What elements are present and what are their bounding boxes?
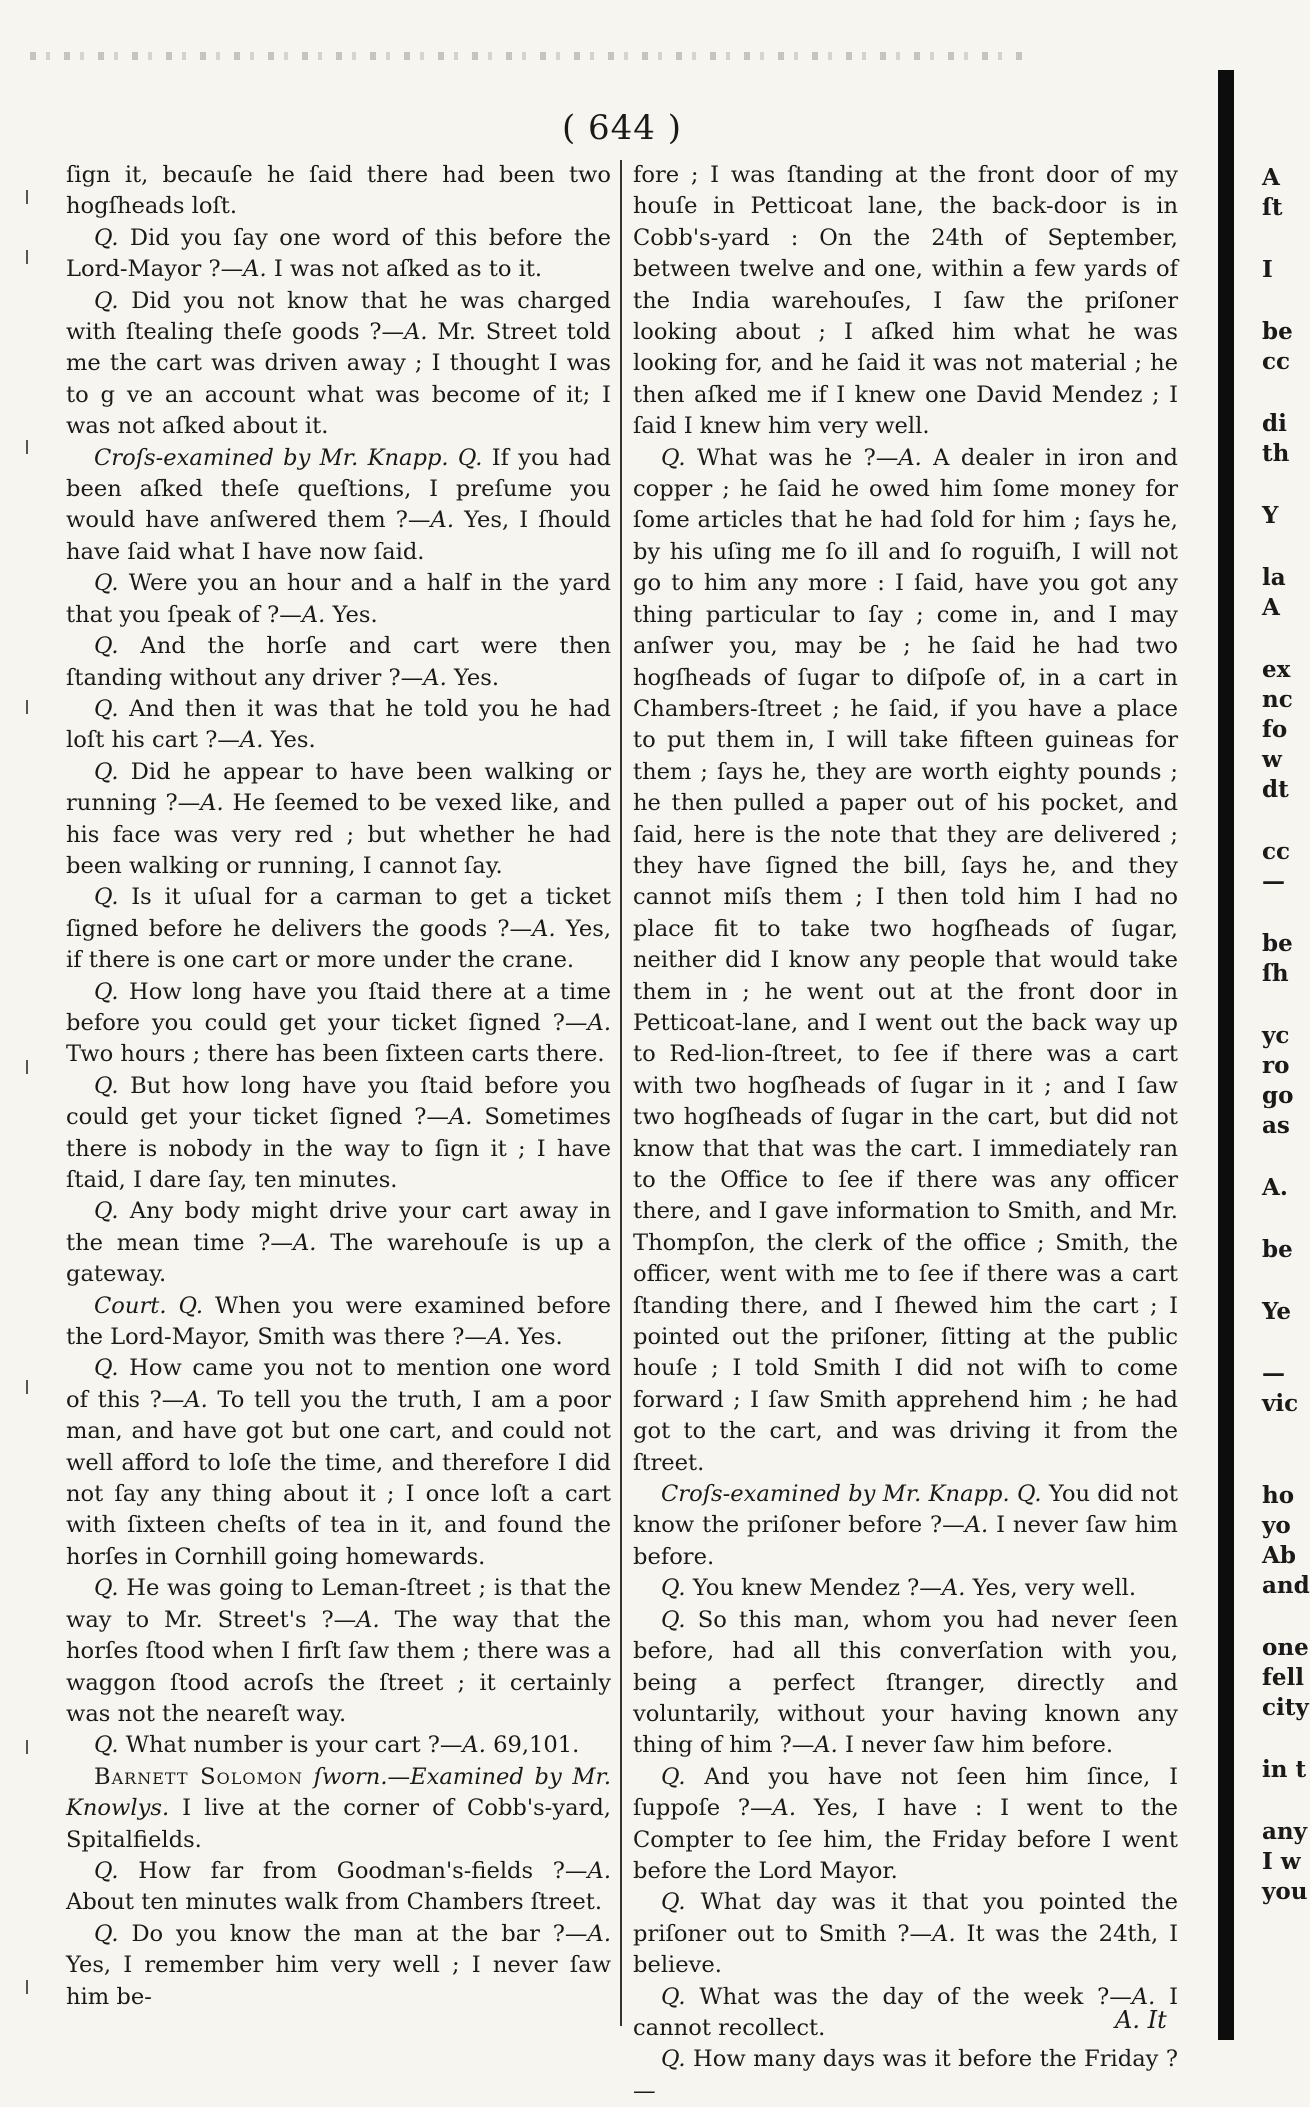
adjacent-page-fragment: be bbox=[1262, 1236, 1293, 1263]
adjacent-page-fragment: go bbox=[1262, 1082, 1294, 1109]
adjacent-page-fragment: vic bbox=[1262, 1390, 1299, 1417]
paragraph: Q. Were you an hour and a half in the yard that you ſpeak of ?—A. Yes. bbox=[66, 570, 611, 628]
adjacent-page-fragment: ex bbox=[1262, 656, 1291, 683]
paragraph: ſign it, becauſe he ſaid there had been two hogſheads loſt. bbox=[66, 162, 611, 220]
paragraph: Q. And the horſe and cart were then ſtanding without any driver ?—A. Yes. bbox=[66, 633, 611, 691]
adjacent-page-fragment: th bbox=[1262, 440, 1290, 467]
paragraph: Q. What was the day of the week ?—A. I cannot recollect. bbox=[633, 1983, 1179, 2041]
adjacent-page-fragment: be bbox=[1262, 930, 1293, 957]
adjacent-page-fragment: A bbox=[1262, 164, 1280, 191]
adjacent-page-fragment: I w bbox=[1262, 1848, 1301, 1875]
paragraph: Q. Did you ſay one word of this before the Lord-Mayor ?—A. I was not aſked as to it. bbox=[66, 224, 611, 283]
page-gutter-shadow bbox=[1218, 70, 1234, 2040]
adjacent-page-fragment: one bbox=[1262, 1634, 1309, 1661]
adjacent-page-fragment: la bbox=[1262, 564, 1286, 591]
paragraph: Q. Is it uſual for a carman to get a ticket ſigned before he delivers the goods ?—A. Yes, if there is one cart or more under the crane. bbox=[66, 884, 611, 974]
paragraph: Q. You knew Mendez ?—A. Yes, very well. bbox=[661, 1575, 1137, 1602]
adjacent-page-fragment: you bbox=[1262, 1878, 1308, 1905]
adjacent-page-fragment: ſh bbox=[1262, 960, 1289, 987]
adjacent-page-fragment: I bbox=[1262, 256, 1273, 283]
paragraph: Croſs-examined by Mr. Knapp. Q. If you had been aſked theſe queſtions, I preſume you would have anſwered them ?—A. Yes, I ſhould have ſaid what I have now ſaid. bbox=[66, 444, 611, 565]
paragraph: Q. Do you know the man at the bar ?—A. Yes, I remember him very well ; I never ſaw him be- bbox=[66, 1920, 611, 2010]
adjacent-page-fragment: — bbox=[1262, 1360, 1285, 1387]
adjacent-page-fragment: in t bbox=[1262, 1756, 1307, 1783]
paragraph: Q. And you have not ſeen him ſince, I ſuppoſe ?—A. Yes, I have : I went to the Compter to ſee him, the Friday before I went before the Lord Mayor. bbox=[633, 1763, 1178, 1884]
adjacent-page-fragment: A. bbox=[1262, 1174, 1288, 1201]
adjacent-page-fragment: as bbox=[1262, 1112, 1290, 1139]
paragraph: Q. How came you not to mention one word of this ?—A. To tell you the truth, I am a poor man, and have got but one cart, and could not well afford to loſe the time, and therefore I did not ſay any thing about it ; I once loſt a cart with ſixteen cheſts of tea in it, and found the horſes in Cornhill going homewards. bbox=[66, 1355, 611, 1570]
adjacent-page-fragment: di bbox=[1262, 410, 1287, 437]
scan-noise-strip bbox=[30, 52, 1030, 60]
adjacent-page-fragment: fo bbox=[1262, 716, 1288, 743]
paragraph: Q. But how long have you ſtaid before you could get your ticket ſigned ?—A. Sometimes there is nobody in the way to ſign it ; I have ſtaid, I dare ſay, ten minutes. bbox=[66, 1072, 611, 1193]
binding-marks bbox=[22, 180, 36, 2000]
paragraph: Q. And then it was that he told you he had loſt his cart ?—A. Yes. bbox=[66, 695, 611, 754]
paragraph: Q. He was going to Leman-ſtreet ; is that the way to Mr. Street's ?—A. The way that the horſes ſtood when I firſt ſaw them ; there was a waggon ſtood acroſs the ſtreet ; it certainly was not the neareſt way. bbox=[66, 1575, 611, 1727]
catchword: A. It bbox=[1115, 2006, 1167, 2034]
paragraph: Q. What day was it that you pointed the priſoner out to Smith ?—A. It was the 24th, I believe. bbox=[633, 1889, 1178, 1979]
adjacent-page-fragment: ſt bbox=[1262, 194, 1283, 221]
adjacent-page-fragment: yo bbox=[1262, 1512, 1291, 1539]
paragraph: Q. Any body might drive your cart away in the mean time ?—A. The warehouſe is up a gateway. bbox=[66, 1198, 611, 1288]
paragraph: Q. Did he appear to have been walking or running ?—A. He ſeemed to be vexed like, and his face was very red ; but whether he had been walking or running, I cannot ſay. bbox=[66, 758, 611, 879]
paragraph: Barnett Solomon ſworn.—Examined by Mr. Knowlys. I live at the corner of Cobb's-yard, Spitalfields. bbox=[66, 1763, 611, 1853]
paragraph: Q. Did you not know that he was charged with ſtealing theſe goods ?—A. Mr. Street told me the cart was driven away ; I thought I was to g ve an account what was become of it; I was not aſked about it. bbox=[66, 287, 612, 440]
column-divider bbox=[620, 160, 622, 2026]
paragraph: fore ; I was ſtanding at the front door of my houſe in Petticoat lane, the back-door is in Cobb's-yard : On the 24th of September, between twelve and one, within a few yards of the India warehouſes, I ſaw the priſoner looking about ; I aſked him what he was looking for, and he ſaid it was not material ; he then aſked me if I knew one David Mendez ; I ſaid I knew him very well. bbox=[633, 162, 1178, 440]
adjacent-page-fragment: Y bbox=[1262, 502, 1279, 529]
paragraph: Q. So this man, whom you had never ſeen before, had all this converſation with you, being a perfect ſtranger, directly and voluntarily, without your having known any thing of him ?—A. I never ſaw him before. bbox=[633, 1606, 1178, 1759]
adjacent-page-fragment: be bbox=[1262, 318, 1293, 345]
adjacent-page-fragment: yc bbox=[1262, 1022, 1290, 1049]
adjacent-page-fragment: cc bbox=[1262, 348, 1291, 375]
paragraph: Court. Q. When you were examined before the Lord-Mayor, Smith was there ?—A. Yes. bbox=[66, 1292, 611, 1351]
adjacent-page-fragment: and bbox=[1262, 1572, 1310, 1599]
middle-column bbox=[633, 160, 1179, 2104]
page-number: ( 644 ) bbox=[561, 108, 683, 148]
adjacent-page-fragment: fell bbox=[1262, 1664, 1305, 1691]
left-column bbox=[66, 160, 611, 2020]
adjacent-page-fragment: ro bbox=[1262, 1052, 1290, 1079]
adjacent-page-fragment: A bbox=[1262, 594, 1280, 621]
adjacent-page-fragment: — bbox=[1262, 868, 1285, 895]
adjacent-page-fragment: city bbox=[1262, 1694, 1309, 1721]
adjacent-page-fragment: w bbox=[1262, 746, 1282, 773]
paragraph: Croſs-examined by Mr. Knapp. Q. You did not know the priſoner before ?—A. I never ſaw him before. bbox=[633, 1481, 1178, 1570]
adjacent-page-fragment: Ab bbox=[1262, 1542, 1296, 1569]
adjacent-page-fragment: Ye bbox=[1262, 1298, 1292, 1325]
paragraph: Q. How many days was it before the Friday ?— bbox=[633, 2046, 1178, 2104]
adjacent-page-fragment: cc bbox=[1262, 838, 1291, 865]
paragraph: Q. How far from Goodman's-fields ?—A. About ten minutes walk from Chambers ſtreet. bbox=[66, 1857, 611, 1916]
adjacent-page-fragment: nc bbox=[1262, 686, 1293, 713]
paragraph: Q. What was he ?—A. A dealer in iron and copper ; he ſaid he owed him ſome money for ſome articles that he had ſold for him ; ſays he, by his uſing me ſo ill and ſo roguiſh, I will not go to him any more : I ſaid, have you got any thing particular to ſay ; come in, and I may anſwer you, may be ; he ſaid he had two hogſheads of ſugar to diſpoſe of, in a cart in Chambers-ſtreet ; he ſaid, if you have a place to put them in, I will take fifteen guineas for them ; ſays he, they are worth eighty pounds ; he then pulled a paper out of his pocket, and ſaid, here is the note that they are delivered ; they have ſigned the bill, ſays he, and they cannot miſs them ; I then told him I had no place fit to take two hogſheads of ſugar, neither did I know any people that would take them in ; he went out at the front door in Petticoat-lane, and I went out the back way up to Red-lion-ſtreet, to ſee if there was a cart with two hogſheads of ſugar in it ; and I ſaw two hogſheads of ſugar in the cart, but did not know that that was the cart. I immediately ran to the Office to ſee if there was any officer there, and I gave information to Smith, and Mr. Thompſon, the clerk of the office ; Smith, the officer, went with me to ſee if there was a cart ſtanding there, and I ſhewed him the cart ; I pointed out the priſoner, ſitting at the public houſe ; I told Smith I did not wiſh to come forward ; I ſaw Smith apprehend him ; he had got to the cart, and was driving it from the ſtreet. bbox=[633, 444, 1178, 1476]
adjacent-page-fragment: dt bbox=[1262, 776, 1289, 803]
adjacent-page-fragment: any bbox=[1262, 1818, 1307, 1845]
paragraph: Q. How long have you ſtaid there at a time before you could get your ticket ſigned ?—A. Two hours ; there has been ſixteen carts there. bbox=[66, 978, 611, 1068]
adjacent-page-fragment: ho bbox=[1262, 1482, 1295, 1509]
paragraph: Q. What number is your cart ?—A. 69,101. bbox=[94, 1732, 580, 1759]
